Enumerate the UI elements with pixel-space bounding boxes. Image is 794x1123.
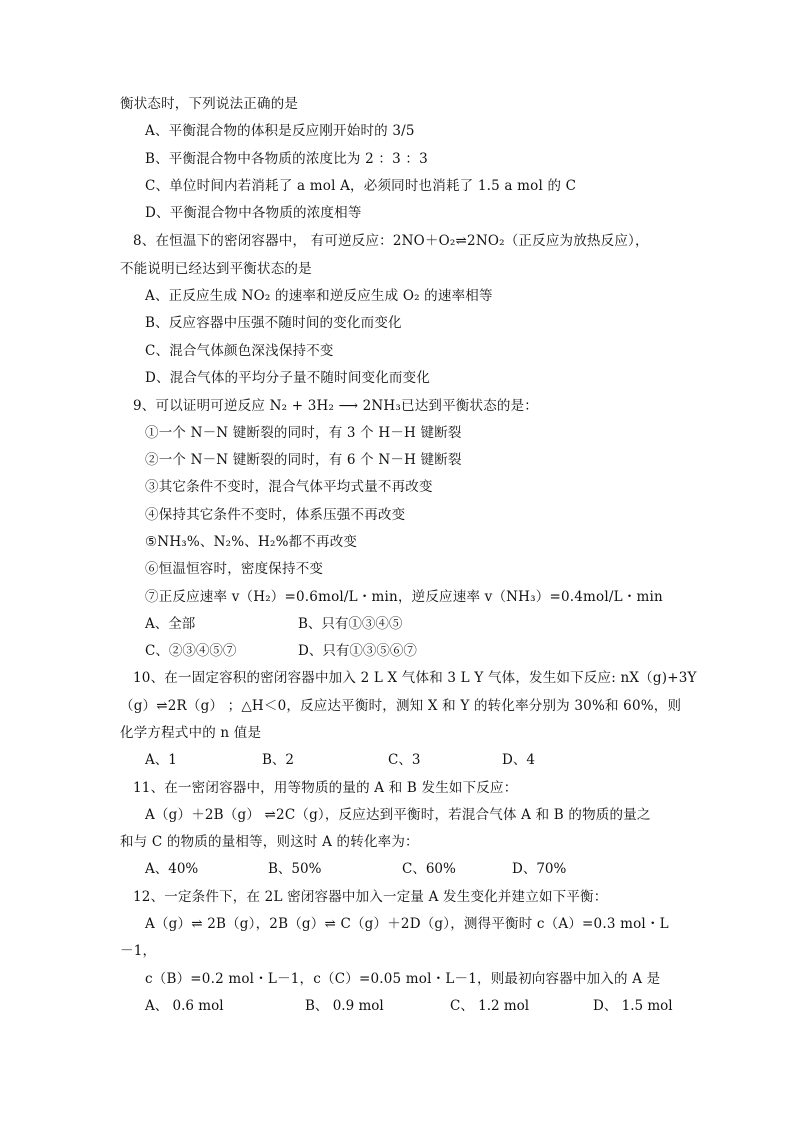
q11-stem-line1: 11、在一密闭容器中，用等物质的量的 A 和 B 发生如下反应： — [133, 780, 518, 796]
q8-stem-line2: 不能说明已经达到平衡状态的是 — [120, 261, 312, 277]
q12-option-c: C、 1.2 mol — [450, 998, 530, 1014]
q9-option-c: C、②③④⑤⑦ — [145, 643, 237, 659]
q9-option-d: D、只有①③⑤⑥⑦ — [298, 643, 417, 659]
q10-option-a: A、1 — [145, 752, 177, 768]
q11-stem-line2: A（g）＋2B（g） ⇌2C（g），反应达到平衡时，若混合气体 A 和 B 的物质的量之 — [145, 807, 651, 823]
q12-option-b: B、 0.9 mol — [305, 998, 384, 1014]
q12-stem-line3: －1， — [120, 943, 157, 959]
q8-option-b: B、反应容器中压强不随时间的变化而变化 — [145, 315, 402, 331]
q9-option-a: A、全部 — [145, 616, 196, 632]
q11-option-c: C、60% — [402, 861, 456, 877]
q7-option-a: A、平衡混合物的体积是反应刚开始时的 3/5 — [145, 123, 415, 139]
q10-option-c: C、3 — [388, 752, 421, 768]
q9-item-1: ①一个 N－N 键断裂的同时，有 3 个 H－H 键断裂 — [145, 425, 462, 441]
q7-option-d: D、平衡混合物中各物质的浓度相等 — [145, 205, 362, 221]
q9-item-6: ⑥恒温恒容时，密度保持不变 — [145, 561, 324, 577]
q7-continuation: 衡状态时，下列说法正确的是 — [120, 96, 299, 112]
q11-option-b: B、50% — [268, 861, 322, 877]
q10-stem-line1: 10、在一固定容积的密闭容器中加入 2 L X 气体和 3 L Y 气体，发生如下反应: nX（g)+3Y — [133, 670, 697, 686]
q10-stem-line2: （g）⇌2R（g） ；△H＜0，反应达平衡时，测知 X 和 Y 的转化率分别为 30%和 60%，则 — [120, 698, 682, 714]
q9-item-3: ③其它条件不变时，混合气体平均式量不再改变 — [145, 479, 433, 495]
q8-option-c: C、混合气体颜色深浅保持不变 — [145, 343, 334, 359]
q10-option-d: D、4 — [502, 752, 535, 768]
q9-stem: 9、可以证明可逆反应 N₂ + 3H₂ ⟶ 2NH₃已达到平衡状态的是： — [133, 398, 538, 414]
q12-option-d: D、 1.5 mol — [593, 998, 673, 1014]
q12-option-a: A、 0.6 mol — [145, 998, 224, 1014]
q11-stem-line3: 和与 C 的物质的量相等，则这时 A 的转化率为： — [120, 834, 419, 850]
q10-stem-line3: 化学方程式中的 n 值是 — [120, 725, 262, 741]
q9-option-b: B、只有①③④⑤ — [298, 616, 403, 632]
q8-option-a: A、正反应生成 NO₂ 的速率和逆反应生成 O₂ 的速率相等 — [145, 288, 493, 304]
q9-item-7: ⑦正反应速率 v（H₂）=0.6mol/L・min，逆反应速率 v（NH₃）=0.4mol/L・min — [145, 589, 663, 605]
q7-option-b: B、平衡混合物中各物质的浓度比为 2 ：3 ：3 — [145, 151, 428, 167]
q12-stem-line4: c（B）=0.2 mol・L－1，c（C）=0.05 mol・L－1，则最初向容器中加入的 A 是 — [145, 971, 661, 987]
q9-item-2: ②一个 N－N 键断裂的同时，有 6 个 N－H 键断裂 — [145, 452, 462, 468]
q9-item-5: ⑤NH₃%、N₂%、H₂%都不再改变 — [145, 534, 358, 550]
q9-item-4: ④保持其它条件不变时，体系压强不再改变 — [145, 507, 406, 523]
q7-option-c: C、单位时间内若消耗了 a mol A，必须同时也消耗了 1.5 a mol 的 C — [145, 178, 577, 194]
q8-option-d: D、混合气体的平均分子量不随时间变化而变化 — [145, 370, 431, 386]
q12-stem-line1: 12、一定条件下，在 2L 密闭容器中加入一定量 A 发生变化并建立如下平衡： — [133, 889, 608, 905]
q12-stem-line2: A（g）⇌ 2B（g），2B（g）⇌ C（g）＋2D（g），测得平衡时 c（A）=0.3 mol・L — [145, 916, 669, 932]
q10-option-b: B、2 — [262, 752, 295, 768]
q8-stem-line1: 8、在恒温下的密闭容器中， 有可逆反应：2NO＋O₂⇌2NO₂（正反应为放热反应）， — [133, 233, 649, 249]
q11-option-d: D、70% — [512, 861, 567, 877]
q11-option-a: A、40% — [145, 861, 199, 877]
